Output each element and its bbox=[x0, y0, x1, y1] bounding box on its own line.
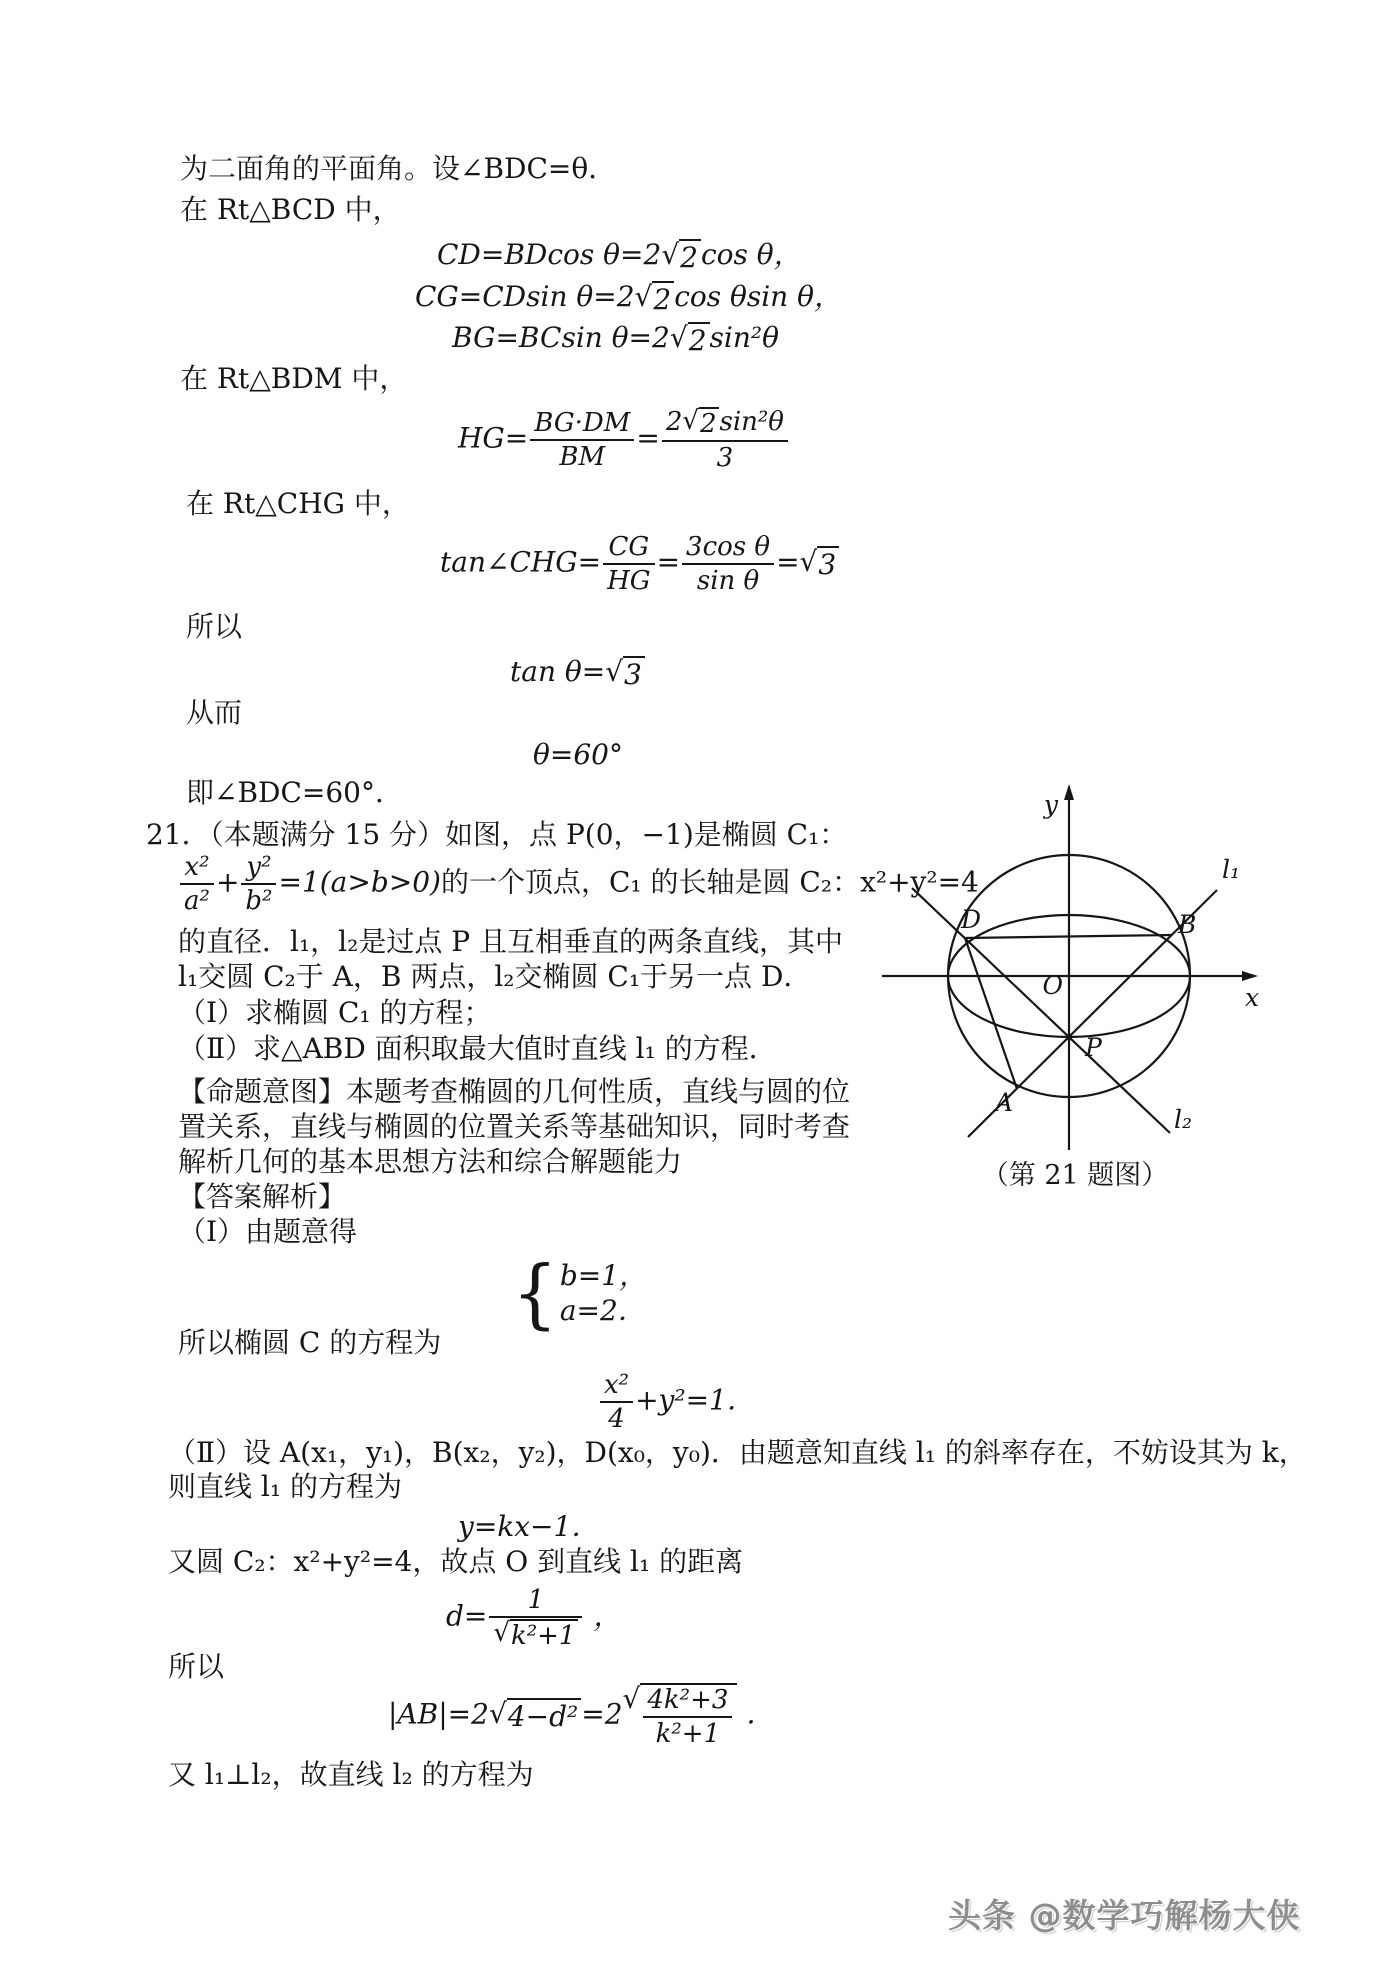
formula-hg: HG= $\frac{BG\cdot DM}{BM}$ = $\frac{\text{2√2 sin²θ}}{3}$ bbox=[458, 407, 790, 473]
watermark: 头条 @数学巧解杨大侠 bbox=[948, 1896, 1301, 1935]
answer-suoyi-2: 所以 bbox=[168, 1650, 225, 1683]
problem-21-figure bbox=[868, 778, 1280, 1210]
solution-line-rt-chg: 在 Rt△CHG 中， bbox=[186, 487, 410, 520]
intent-line-1: 【命题意图】本题考查椭圆的几何性质，直线与圆的位 bbox=[178, 1075, 851, 1108]
problem-21-part-2: （Ⅱ）求△ABD 面积取最大值时直线 l₁ 的方程． bbox=[178, 1032, 777, 1065]
answer-part-1-intro: （Ⅰ）由题意得 bbox=[178, 1215, 358, 1248]
figure-label-p: P bbox=[1085, 1033, 1102, 1062]
figure-label-d: D bbox=[960, 905, 982, 934]
formula-line-l1: y=kx−1． bbox=[458, 1510, 600, 1543]
formula-ellipse-equation: $\frac{\text{x²}}{4}$ +y²=1． bbox=[598, 1370, 755, 1434]
solution-line-rt-bdm: 在 Rt△BDM 中， bbox=[180, 362, 408, 395]
answer-part-2-setup: （Ⅱ）设 A(x₁，y₁)，B(x₂，y₂)，D(x₀，y₀)．由题意知直线 l₁ 的斜率存在，不妨设其为 k， bbox=[168, 1436, 1307, 1469]
figure-label-l1: l₁ bbox=[1222, 855, 1241, 884]
figure-canvas bbox=[868, 778, 1280, 1210]
solution-line-suoyi-1: 所以 bbox=[186, 610, 243, 643]
figure-label-o: O bbox=[1042, 971, 1063, 1000]
figure-label-a: A bbox=[995, 1088, 1014, 1117]
answer-circle-distance-intro: 又圆 C₂：x²+y²=4，故点 O 到直线 l₁ 的距离 bbox=[168, 1545, 744, 1578]
formula-cd: CD=BDcos θ=2√2 cos θ， bbox=[437, 237, 802, 274]
formula-tan-chg: tan∠CHG= $\frac{CG}{HG}$ = $\frac{\text{3cos θ}}{\text{sin θ}}$ =√3 bbox=[440, 532, 839, 596]
point-p-dot bbox=[1066, 1034, 1072, 1040]
formula-distance-d: d= $\frac{1}{\text{√k²+1}}$ ， bbox=[446, 1585, 622, 1651]
answer-line-l1-eq-intro: 则直线 l₁ 的方程为 bbox=[168, 1470, 402, 1503]
figure-label-x: x bbox=[1245, 983, 1260, 1012]
formula-tan-theta: tan θ=√3 bbox=[510, 655, 645, 692]
solution-line-rt-bcd: 在 Rt△BCD 中， bbox=[180, 193, 401, 226]
formula-ab-length: |AB|=2√4−d² =2√ $\frac{\text{4k²+3}}{\text{k²+1}}$ ． bbox=[388, 1682, 775, 1749]
figure-caption: （第 21 题图） bbox=[981, 1160, 1169, 1191]
problem-21-line-3: 的直径．l₁，l₂是过点 P 且互相垂直的两条直线，其中 bbox=[178, 925, 844, 958]
problem-21-line-1: 21．（本题满分 15 分）如图，点 P(0，−1)是椭圆 C₁： bbox=[146, 818, 848, 851]
figure-label-l2: l₂ bbox=[1174, 1105, 1193, 1134]
solution-line-conger: 从而 bbox=[186, 696, 243, 729]
solution-line-dihedral-angle: 为二面角的平面角。设∠BDC=θ． bbox=[180, 152, 617, 185]
solution-line-bdc-60: 即∠BDC=60°． bbox=[186, 776, 404, 809]
problem-21-line-2: $\frac{\text{x²}}{\text{a²}}$ + $\frac{\text{y²}}{\text{b²}}$ =1(a>b>0)的一个顶点，C₁ 的长轴是圆 C₂：x²+y²=4 bbox=[178, 852, 979, 916]
figure-label-y: y bbox=[1043, 790, 1058, 819]
problem-21-line-4: l₁交圆 C₂于 A，B 两点，l₂交椭圆 C₁于另一点 D． bbox=[178, 960, 812, 993]
intent-line-2: 置关系，直线与椭圆的位置关系等基础知识，同时考查 bbox=[178, 1110, 851, 1143]
answer-l2-intro: 又 l₁⊥l₂，故直线 l₂ 的方程为 bbox=[168, 1758, 534, 1791]
intent-line-3: 解析几何的基本思想方法和综合解题能力 bbox=[178, 1145, 683, 1178]
answer-ellipse-eq-intro: 所以椭圆 C 的方程为 bbox=[178, 1326, 442, 1359]
formula-bg: BG=BCsin θ=2√2 sin²θ bbox=[452, 320, 779, 357]
figure-label-b: B bbox=[1178, 910, 1197, 939]
segment-db bbox=[965, 935, 1172, 938]
problem-21-part-1: （Ⅰ）求椭圆 C₁ 的方程； bbox=[178, 996, 492, 1029]
x-axis-arrow-icon bbox=[1242, 971, 1258, 981]
line-l2 bbox=[912, 888, 1170, 1133]
formula-theta-60: θ=60° bbox=[533, 738, 623, 771]
y-axis-arrow-icon bbox=[1064, 784, 1074, 800]
formula-cg: CG=CDsin θ=2√2 cos θsin θ， bbox=[415, 279, 842, 316]
answer-heading: 【答案解析】 bbox=[178, 1180, 347, 1213]
formula-system-ab: { b=1， a=2． bbox=[512, 1248, 648, 1338]
